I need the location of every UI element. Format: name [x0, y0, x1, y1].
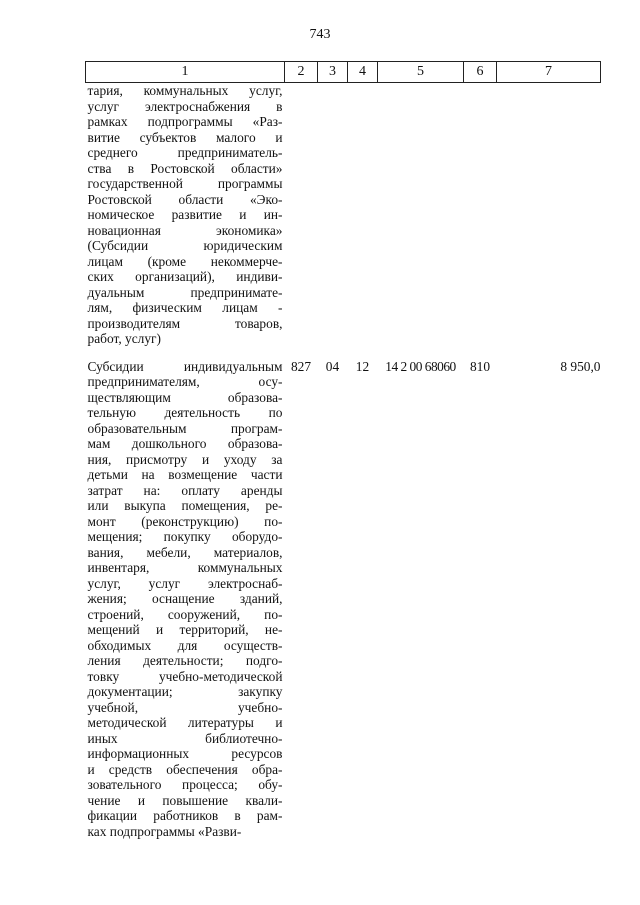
cell-amount: 8 950,0 [560, 358, 601, 374]
column-header-1: 1 [86, 62, 285, 83]
description-line: номическое развитие и ин- [87, 207, 283, 222]
description-line: среднего предприниматель- [87, 145, 283, 160]
description-line: чение и повышение квали- [87, 792, 283, 808]
cell-expense-type: 810 [469, 358, 491, 374]
column-header-2: 2 [285, 62, 318, 83]
description-line: зовательного процесса; обу- [87, 777, 283, 792]
budget-table [85, 61, 601, 839]
description-line: ния, присмотру и уходу за [87, 451, 283, 467]
column-header-7: 7 [497, 62, 601, 83]
row-description [86, 359, 285, 840]
row-description-cell [86, 359, 285, 840]
description-line: лям, физическим лицам - [87, 300, 283, 315]
description-line: производителям товаров, [87, 315, 283, 331]
column-header-6: 6 [464, 62, 497, 83]
description-line: дуальным предпринимате- [87, 284, 283, 300]
description-line: рамках подпрограммы «Раз- [87, 114, 283, 129]
table-header-row [86, 62, 601, 83]
table-row [86, 359, 601, 840]
description-line: образовательным програм- [87, 420, 283, 436]
description-line: тария, коммунальных услуг, [87, 83, 283, 98]
cell-ministry-code [285, 83, 318, 359]
description-line: ства в Ростовской области» [87, 160, 283, 176]
cell-ministry-code: 827 [290, 358, 312, 374]
description-line: вания, мебели, материалов, [87, 544, 283, 560]
description-line: мещений и территорий, не- [87, 622, 283, 637]
description-line: обходимых для осуществ- [87, 637, 283, 653]
description-line: фикации работников в рам- [87, 808, 283, 823]
description-line: услуг, услуг электроснаб- [87, 575, 283, 591]
cell-subsection [348, 83, 378, 359]
description-line: услуг электроснабжения в [87, 98, 283, 114]
description-line: ления деятельности; подго- [87, 653, 283, 668]
description-line: строений, сооружений, по- [87, 606, 283, 622]
table-row [86, 83, 601, 359]
description-line: мещения; покупку оборудо- [87, 529, 283, 544]
description-line: государственной программы [87, 176, 283, 191]
description-line: товку учебно-методической [87, 668, 283, 684]
cell-section [318, 83, 348, 359]
description-line: предпринимателям, осу- [87, 374, 283, 389]
description-line: учебной, учебно- [87, 699, 283, 715]
description-line: новационная экономика» [87, 222, 283, 238]
cell-target-article [378, 83, 464, 359]
description-line: или выкупа помещения, ре- [87, 498, 283, 513]
description-line: лицам (кроме некоммерче- [87, 253, 283, 269]
description-line: жения; оснащение зданий, [87, 591, 283, 606]
row-description-cell [86, 83, 285, 359]
description-line: ществляющим образова- [87, 389, 283, 405]
description-line: витие субъектов малого и [87, 129, 283, 145]
column-header-3: 3 [318, 62, 348, 83]
description-line: инвентаря, коммунальных [87, 560, 283, 575]
cell-section: 04 [325, 358, 340, 374]
description-line: детьми на возмещение части [87, 467, 283, 482]
description-line: мам дошкольного образова- [87, 436, 283, 451]
description-line: и средств обеспечения обра- [87, 761, 283, 777]
cell-expense-type [464, 83, 497, 359]
description-line: методической литературы и [87, 715, 283, 730]
description-line: ских организаций), индиви- [87, 269, 283, 284]
description-line: (Субсидии юридическим [87, 238, 283, 253]
cell-amount [497, 83, 601, 359]
description-line: работ, услуг) [87, 331, 161, 346]
description-line: документации; закупку [87, 684, 283, 699]
row-description [86, 83, 285, 347]
column-header-4: 4 [348, 62, 378, 83]
page-number: 743 [309, 27, 331, 42]
description-line: Субсидии индивидуальным [87, 358, 283, 374]
description-line: ках подпрограммы «Разви- [87, 823, 242, 839]
column-header-5: 5 [378, 62, 464, 83]
description-line: информационных ресурсов [87, 746, 283, 761]
description-line: затрат на: оплату аренды [87, 482, 283, 498]
description-line: иных библиотечно- [87, 730, 283, 746]
description-line: Ростовской области «Эко- [87, 191, 283, 207]
description-line: монт (реконструкцию) по- [87, 513, 283, 529]
cell-subsection: 12 [355, 358, 370, 374]
cell-target-article: 14 2 00 68060 [385, 358, 456, 374]
description-line: тельную деятельность по [87, 405, 283, 420]
